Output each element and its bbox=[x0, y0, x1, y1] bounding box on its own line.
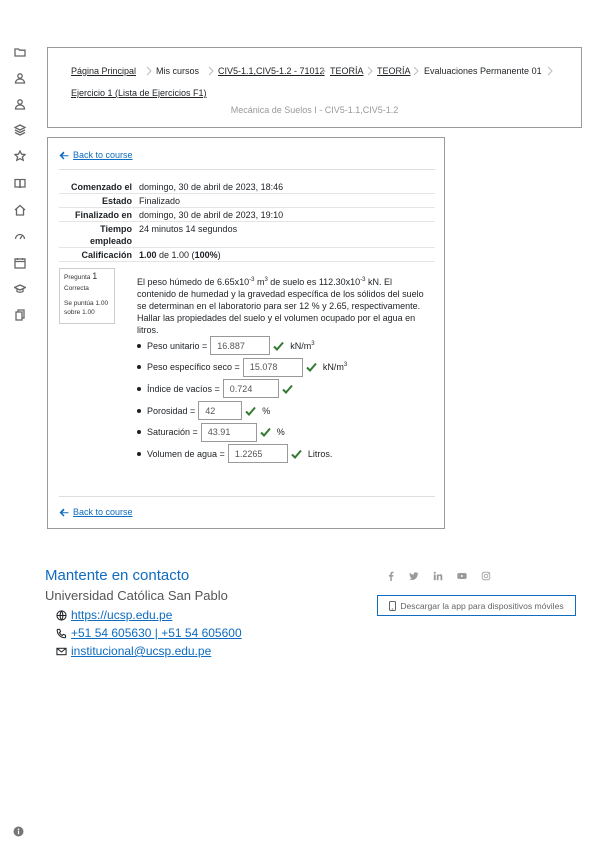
phone-link[interactable]: +51 54 605630 | +51 54 605600 bbox=[71, 626, 242, 640]
bullet bbox=[137, 365, 141, 369]
answer-unit: $kN/m^3$ bbox=[290, 340, 315, 351]
instagram-icon[interactable] bbox=[481, 571, 493, 583]
summary-value: Finalizado bbox=[139, 195, 181, 206]
chevron-right-icon bbox=[546, 66, 554, 76]
answer-label: Volumen de agua = bbox=[147, 448, 225, 459]
breadcrumb-section[interactable]: TEORÍA bbox=[330, 66, 364, 76]
bullet bbox=[137, 409, 141, 413]
answer-input[interactable]: 16.887 bbox=[210, 336, 270, 355]
breadcrumb-current[interactable]: Ejercicio 1 (Lista de Ejercicios F1) bbox=[71, 88, 207, 98]
answer-input[interactable]: 0.724 bbox=[223, 379, 279, 398]
grade-end: ) bbox=[217, 249, 221, 260]
grade-value bbox=[137, 249, 435, 261]
summary-label: Calificación bbox=[81, 249, 132, 260]
summary-row bbox=[59, 208, 435, 222]
back-to-course-link-top[interactable] bbox=[59, 150, 133, 160]
answer-unit: % bbox=[262, 405, 271, 416]
answer-unit: % bbox=[276, 427, 285, 438]
left-sidebar bbox=[0, 0, 40, 848]
summary-row bbox=[59, 222, 435, 248]
answer-input[interactable]: 15.078 bbox=[243, 358, 303, 377]
bullet bbox=[137, 452, 141, 456]
breadcrumb-home[interactable]: Página Principal bbox=[71, 66, 137, 76]
answer-label: Peso específico seco = bbox=[147, 362, 240, 373]
summary-value: 24 minutos 14 segundos bbox=[139, 223, 238, 234]
files-icon[interactable] bbox=[13, 308, 27, 322]
arrow-left-icon bbox=[59, 508, 69, 517]
footer-email bbox=[56, 644, 211, 658]
chevron-right-icon bbox=[207, 66, 215, 76]
answer-label: Saturación = bbox=[147, 427, 198, 438]
phone-icon bbox=[56, 628, 67, 639]
answer-label: Índice de vacíos = bbox=[147, 383, 220, 394]
check-icon bbox=[282, 384, 293, 394]
facebook-icon[interactable] bbox=[386, 571, 398, 583]
book-icon[interactable] bbox=[13, 176, 27, 190]
chevron-right-icon bbox=[366, 66, 374, 76]
footer-title: Mantente en contacto bbox=[45, 567, 190, 584]
grade-mid: de 1.00 ( bbox=[156, 249, 195, 260]
info-icon[interactable] bbox=[13, 826, 24, 837]
back-to-course-link-bottom[interactable] bbox=[59, 507, 133, 517]
summary-label: Tiempo empleado bbox=[89, 223, 132, 246]
website-link[interactable]: https://ucsp.edu.pe bbox=[71, 608, 173, 622]
youtube-icon[interactable] bbox=[457, 571, 469, 583]
answer-input[interactable]: 42 bbox=[198, 401, 242, 420]
mobile-app-label: Descargar la app para dispositivos móviles bbox=[400, 600, 564, 611]
answer-item bbox=[137, 335, 427, 357]
answer-item bbox=[137, 421, 427, 443]
participants-icon[interactable] bbox=[13, 97, 27, 111]
breadcrumb-course[interactable]: CIV5-1.1,CIV5-1.2 - 71012 bbox=[218, 66, 325, 76]
layers-icon[interactable] bbox=[13, 123, 27, 137]
check-icon bbox=[306, 362, 317, 372]
email-link[interactable]: institucional@ucsp.edu.pe bbox=[71, 644, 212, 658]
check-icon bbox=[291, 449, 302, 459]
arrow-left-icon bbox=[59, 151, 69, 160]
attempt-summary bbox=[59, 180, 435, 262]
quiz-review bbox=[47, 137, 445, 529]
breadcrumb-my-courses[interactable]: Mis cursos bbox=[156, 66, 200, 76]
summary-label: Finalizado en bbox=[74, 209, 132, 220]
mobile-app-button[interactable] bbox=[377, 595, 576, 616]
chevron-right-icon bbox=[319, 66, 327, 76]
answer-input[interactable]: 1.2265 bbox=[228, 444, 288, 463]
answer-label: Peso unitario = bbox=[147, 340, 208, 351]
answer-unit: Litros. bbox=[307, 448, 333, 459]
summary-value: domingo, 30 de abril de 2023, 19:10 bbox=[139, 209, 284, 220]
answer-item bbox=[137, 400, 427, 422]
question-number: 1 bbox=[92, 271, 98, 281]
chevron-right-icon bbox=[145, 66, 153, 76]
question-grade: Se puntúa 1.00 sobre 1.00 bbox=[64, 300, 109, 316]
user-icon[interactable] bbox=[13, 71, 27, 85]
grade-score: 1.00 bbox=[139, 249, 157, 260]
bullet bbox=[137, 430, 141, 434]
envelope-icon bbox=[56, 646, 67, 657]
divider bbox=[59, 169, 435, 170]
folder-icon[interactable] bbox=[13, 45, 27, 59]
answer-label: Porosidad = bbox=[147, 405, 196, 416]
answer-unit: $kN/m^3$ bbox=[322, 362, 348, 373]
back-link-label: Back to course bbox=[73, 150, 133, 160]
check-icon bbox=[273, 341, 284, 351]
question-text: El peso húmedo de $6.65x10^{-3}$ $m^3$ de suelo es $112.30x10^{-3}$ kN. El contenido de humedad y la gravedad específica de los sólidos del suelo se determinan en el laboratorio para ser 12 % y 2.65, respectivamente. Hallar las propiedades del suelo y el volumen ocupado por el agua en litros. bbox=[137, 277, 424, 335]
question-label: Pregunta bbox=[64, 274, 91, 281]
summary-row bbox=[59, 180, 435, 194]
twitter-icon[interactable] bbox=[409, 571, 421, 583]
summary-label: Estado bbox=[101, 195, 132, 206]
question-info bbox=[59, 268, 115, 324]
course-subtitle: Mecánica de Suelos I - CIV5-1.1,CIV5-1.2 bbox=[230, 105, 399, 115]
summary-label: Comenzado el bbox=[70, 181, 132, 192]
answer-item bbox=[137, 378, 427, 400]
check-icon bbox=[260, 427, 271, 437]
summary-row bbox=[59, 248, 435, 262]
back-link-label: Back to course bbox=[73, 507, 133, 517]
divider bbox=[59, 496, 435, 497]
linkedin-icon[interactable] bbox=[433, 571, 445, 583]
page-header bbox=[47, 47, 582, 128]
summary-value: domingo, 30 de abril de 2023, 18:46 bbox=[139, 181, 284, 192]
summary-row bbox=[59, 194, 435, 208]
answer-list bbox=[137, 335, 427, 465]
calendar-icon[interactable] bbox=[13, 256, 27, 270]
graduation-cap-icon[interactable] bbox=[13, 282, 27, 296]
dashboard-icon[interactable] bbox=[13, 229, 27, 243]
footer-phone bbox=[56, 626, 242, 640]
globe-icon bbox=[56, 610, 67, 621]
answer-item bbox=[137, 357, 427, 379]
grade-percent: 100% bbox=[194, 249, 218, 260]
bullet bbox=[137, 387, 141, 391]
answer-item bbox=[137, 443, 427, 465]
question-status: Correcta bbox=[64, 285, 89, 292]
home-icon[interactable] bbox=[13, 203, 27, 217]
check-icon bbox=[245, 406, 256, 416]
footer-organization: Universidad Católica San Pablo bbox=[45, 588, 228, 603]
breadcrumb-subsection[interactable]: TEORÍA bbox=[377, 66, 411, 76]
answer-input[interactable]: 43.91 bbox=[201, 423, 257, 442]
star-icon[interactable] bbox=[13, 149, 27, 163]
chevron-right-icon bbox=[412, 66, 420, 76]
bullet bbox=[137, 344, 141, 348]
mobile-phone-icon bbox=[389, 601, 396, 611]
footer-website bbox=[56, 608, 172, 622]
breadcrumb-activity[interactable]: Evaluaciones Permanente 01 bbox=[424, 66, 542, 76]
